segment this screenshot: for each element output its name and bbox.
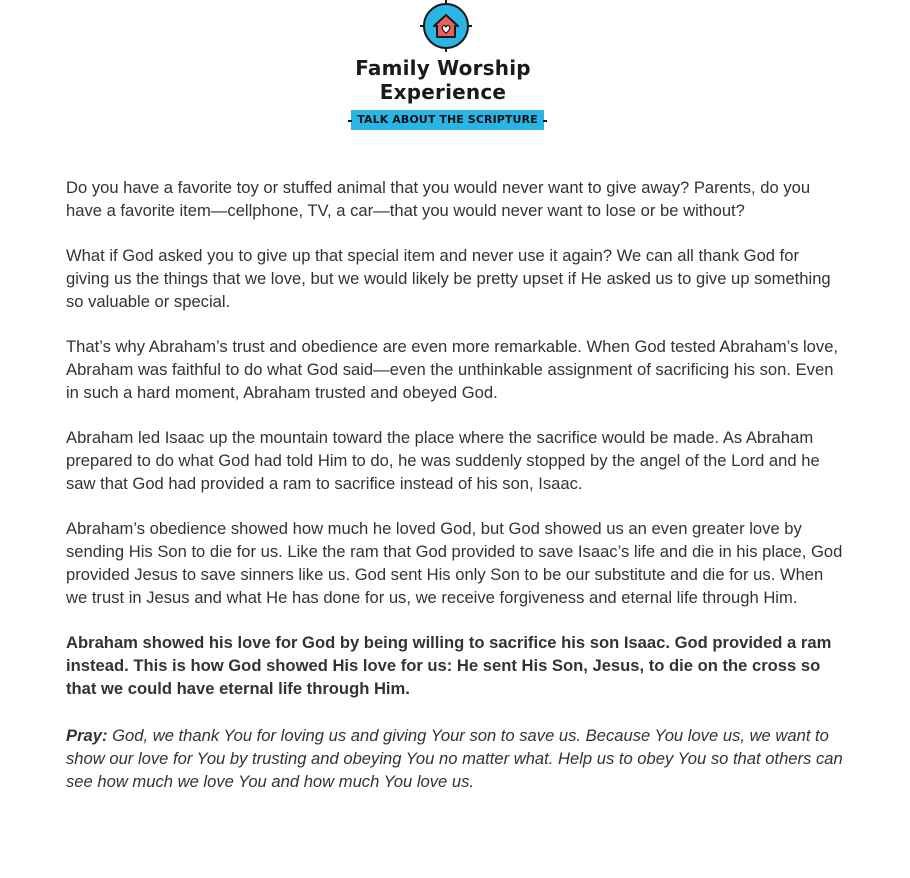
prayer-paragraph — [66, 724, 846, 793]
section-tag: TALK ABOUT THE SCRIPTURE — [351, 110, 544, 130]
paragraph: Abraham led Isaac up the mountain toward the place where the sacrifice would be made. As Abraham prepared to do what God had told Him to do, he was suddenly stopped by the angel of the Lord and he saw that God had provided a ram to sacrifice instead of his son, Isaac. — [66, 428, 820, 493]
page-title — [0, 56, 886, 104]
article-body — [66, 176, 846, 815]
paragraph: Do you have a favorite toy or stuffed animal that you would never want to give away? Parents, do you have a favorite item—cellphone, TV, a car—that you would never want to lose or be without? — [66, 178, 811, 220]
pray-label: Pray: — [66, 726, 108, 745]
house-heart-icon — [418, 0, 474, 52]
summary-paragraph: Abraham showed his love for God by being willing to sacrifice his son Isaac. God provided a ram instead. This is how God showed His love for us: He sent His Son, Jesus, to die on the cross so that we could have eternal life through Him. — [66, 633, 832, 698]
paragraph: What if God asked you to give up that special item and never use it again? We can all thank God for giving us the things that we love, but we would likely be pretty upset if He asked us to give up something so valuable or special. — [66, 246, 831, 311]
prayer-text: God, we thank You for loving us and giving Your son to save us. Because You love us, we want to show our love for You by trusting and obeying You no matter what. Help us to obey You so that others can see how much we love You and how much You love us. — [66, 726, 843, 791]
title-line-2: Experience — [379, 80, 507, 104]
paragraph: Abraham’s obedience showed how much he loved God, but God showed us an even greater love by sending His Son to die for us. Like the ram that God provided to save Isaac’s life and die in his place, God provided Jesus to save sinners like us. God sent His only Son to be our substitute and die for us. When we trust in Jesus and what He has done for us, we receive forgiveness and eternal life through Him. — [66, 519, 843, 607]
title-line-1: Family Worship — [355, 56, 531, 80]
paragraph: That’s why Abraham’s trust and obedience are even more remarkable. When God tested Abraham’s love, Abraham was faithful to do what God said—even the unthinkable assignment of sacrificing his son. Even in such a hard moment, Abraham trusted and obeyed God. — [66, 337, 839, 402]
